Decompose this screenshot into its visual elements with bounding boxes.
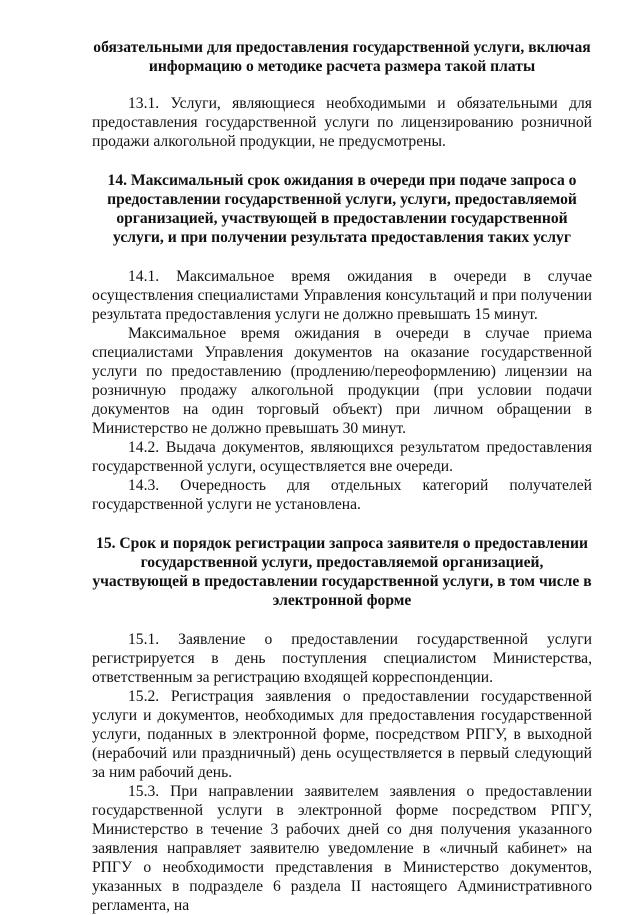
document-page (92, 38, 592, 915)
paragraph-14-1-continued: Максимальное время ожидания в очереди в случае приема специалистами Управления документов на оказание государственной услуги по предоставлению (продлению/переоформлению) лицензии на розничную продажу алкогольной продукции (при условии подачи документов на один торговый объект) при личном обращении в Министерство не должно превышать 30 минут. (92, 325, 592, 437)
paragraph-15-3: 15.3. При направлении заявителем заявления о предоставлении государственной услуги в электронной форме посредством РПГУ, Министерство в течение 3 рабочих дней со дня получения указанного заявления направляет заявителю уведомление в «личный кабинет» на РПГУ о необходимости представления в Министерство документов, указанных в подразделе 6 раздела II настоящего Административного регламента, на (92, 783, 592, 914)
section-13-heading-tail: обязательными для предоставления государственной услуги, включая информацию о методике расчета размера такой платы (93, 39, 591, 75)
section-15-heading: 15. Срок и порядок регистрации запроса заявителя о предоставлении государственной услуги, предоставляемой организацией, участвующей в предоставлении государственной услуги, в том числе в электронной форме (92, 535, 592, 609)
spacer (92, 151, 592, 171)
paragraph-13-1: 13.1. Услуги, являющиеся необходимыми и обязательными для предоставления государственной услуги по лицензированию розничной продажи алкогольной продукции, не предусмотрены. (92, 95, 592, 150)
section-14-heading: 14. Максимальный срок ожидания в очереди при подаче запроса о предоставлении государственной услуги, услуги, предоставляемой организацией, участвующей в предоставлении государственной услуги, и при получении результата предоставления таких услуг (107, 172, 577, 246)
spacer (92, 247, 592, 267)
spacer (92, 76, 592, 94)
paragraph-15-1: 15.1. Заявление о предоставлении государственной услуги регистрируется в день поступления специалистом Министерства, ответственным за регистрацию входящей корреспонденции. (92, 631, 592, 686)
paragraph-14-3: 14.3. Очередность для отдельных категорий получателей государственной услуги не установлена. (92, 477, 592, 513)
paragraph-14-1: 14.1. Максимальное время ожидания в очереди в случае осуществления специалистами Управления консультаций и при получении результата предоставления услуги не должно превышать 15 минут. (92, 268, 592, 323)
paragraph-15-2: 15.2. Регистрация заявления о предоставлении государственной услуги и документов, необходимых для предоставления государственной услуги, поданных в электронной форме, посредством РПГУ, в выходной (нерабочий или праздничный) день осуществляется в первый следующий за ним рабочий день. (92, 688, 592, 781)
paragraph-14-2: 14.2. Выдача документов, являющихся результатом предоставления государственной услуги, осуществляется вне очереди. (92, 439, 592, 475)
spacer (92, 514, 592, 534)
spacer (92, 610, 592, 630)
